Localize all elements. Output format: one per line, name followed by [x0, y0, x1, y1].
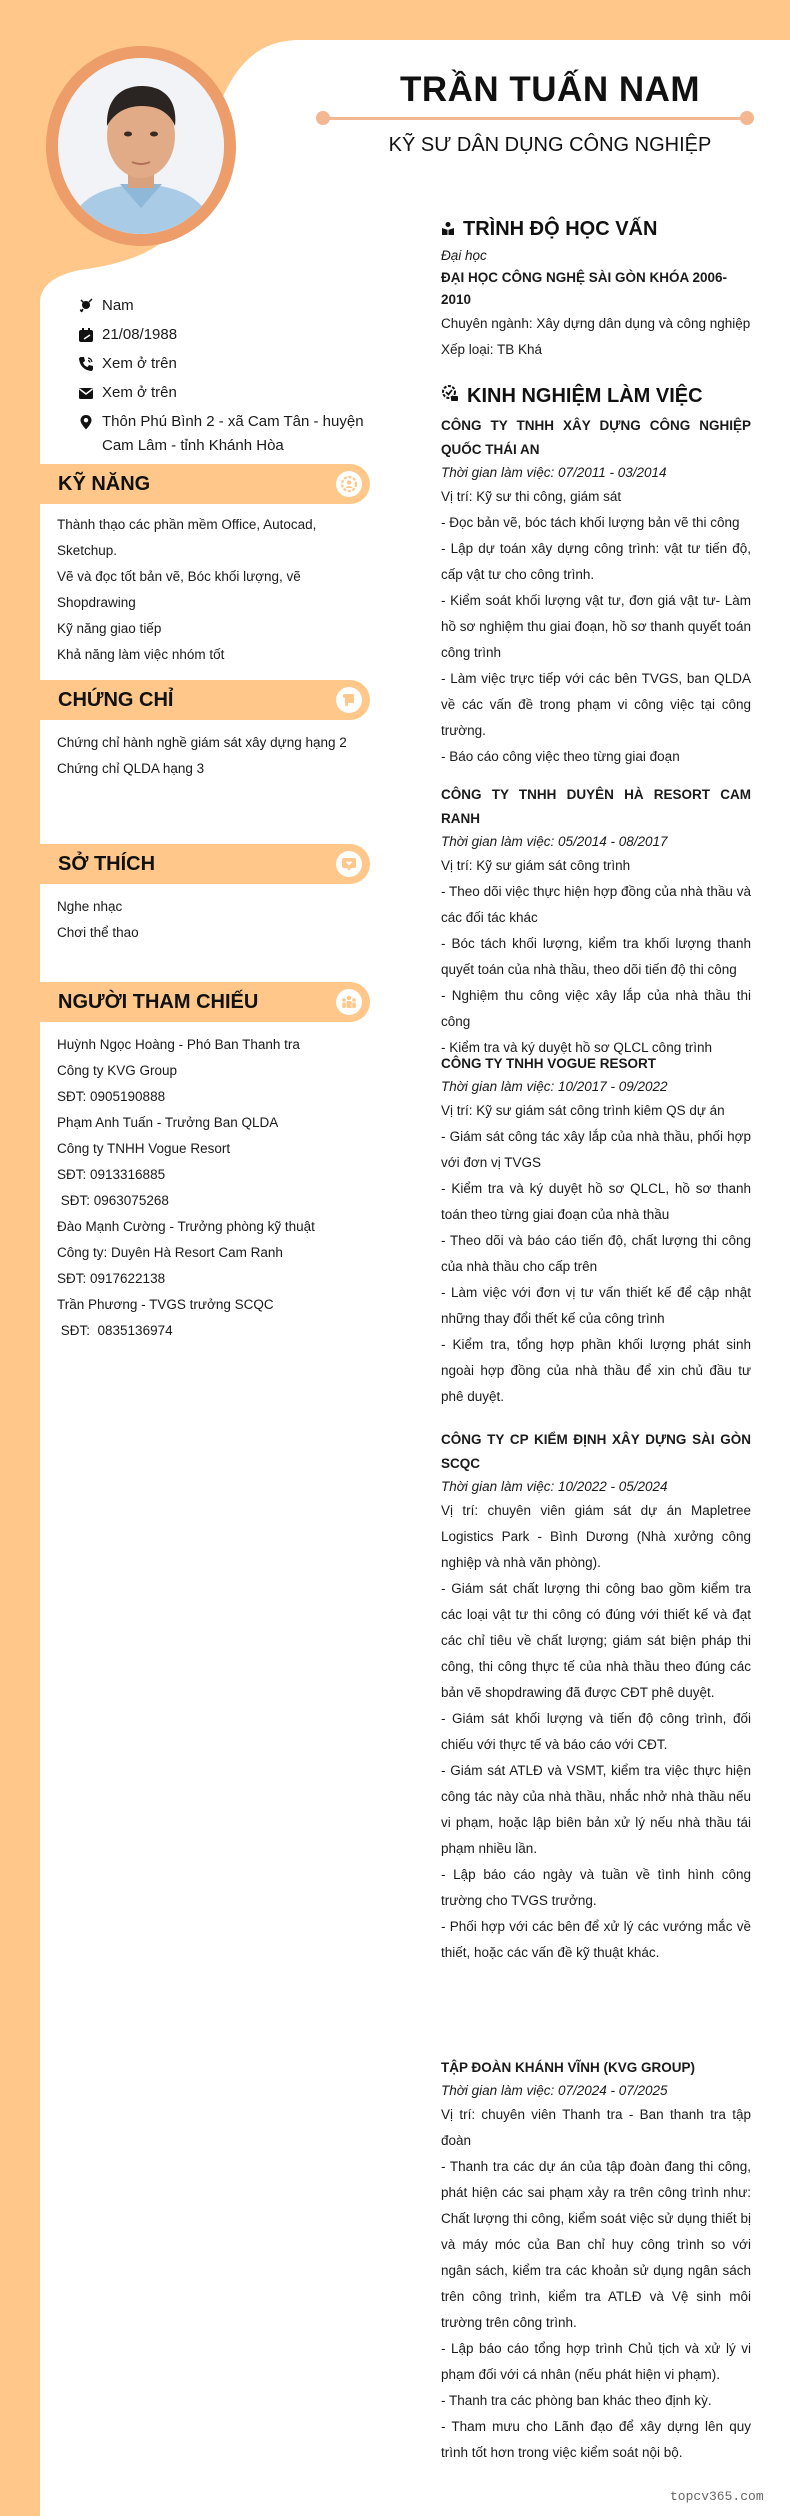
job-period: Thời gian làm việc: 07/2024 - 07/2025 [441, 2083, 668, 2098]
job-line: - Đọc bản vẽ, bóc tách khối lượng bản vẽ thi công [441, 515, 740, 530]
hobbies-title: SỞ THÍCH [58, 852, 156, 875]
references-list [57, 1032, 367, 1344]
contact-gender [78, 294, 378, 318]
job-line: - Kiểm tra, tổng hợp phần khối lượng phát sinh ngoài hợp đồng của nhà thầu để xin chủ đầu tư phê duyệt. [441, 1337, 751, 1404]
references-title: NGƯỜI THAM CHIẾU [58, 990, 259, 1013]
job-line: - Kiểm tra và ký duyệt hồ sơ QLCL, hồ sơ thanh toán theo từng giai đoạn của nhà thầu [441, 1181, 751, 1222]
job-line: - Kiểm soát khối lượng vật tư, đơn giá vật tư- Làm hồ sơ nghiệm thu giai đoạn, hồ sơ thanh quyết toán công trình [441, 593, 751, 660]
contact-address [78, 410, 378, 458]
job-line: Vị trí: chuyên viên Thanh tra - Ban thanh tra tập đoàn [441, 2107, 751, 2148]
education-title: TRÌNH ĐỘ HỌC VẤN [463, 218, 658, 240]
certificates-list [57, 730, 367, 782]
education-school: ĐẠI HỌC CÔNG NGHỆ SÀI GÒN KHÓA 2006-2010 [441, 270, 728, 307]
skill-item: Khả năng làm việc nhóm tốt [57, 647, 225, 662]
hobbies-list [57, 894, 367, 946]
avatar [58, 58, 224, 234]
job-line: - Lập báo cáo ngày và tuần về tình hình công trường cho TVGS trưởng. [441, 1867, 751, 1908]
people-group-icon [336, 989, 362, 1015]
job-line: - Theo dõi và báo cáo tiến độ, chất lượng thi công của nhà thầu cho cấp trên [441, 1233, 751, 1274]
gender-icon [78, 294, 102, 318]
title-divider [320, 117, 750, 120]
job-entry [441, 1428, 751, 1966]
skills-title: KỸ NĂNG [58, 472, 151, 495]
job-line: - Giám sát khối lượng và tiến độ công trình, đối chiếu với thực tế và báo cáo với CĐT. [441, 1711, 751, 1752]
phone-value[interactable]: Xem ở trên [102, 355, 177, 372]
job-line: Vị trí: chuyên viên giám sát dự án Mapletree Logistics Park - Bình Dương (Nhà xưởng công nghiệp và nhà văn phòng). [441, 1503, 751, 1570]
reference-line: Công ty KVG Group [57, 1063, 178, 1078]
certificate-item: Chứng chỉ QLDA hạng 3 [57, 761, 205, 776]
job-company: TẬP ĐOÀN KHÁNH VĨNH (KVG GROUP) [441, 2060, 696, 2075]
job-entry [441, 1052, 751, 1410]
job-entry [441, 414, 751, 770]
skills-header [40, 464, 370, 504]
skill-item: Thành thạo các phần mềm Office, Autocad, Sketchup. [57, 517, 321, 558]
portrait-photo-icon [58, 58, 224, 234]
reference-line: Công ty: Duyên Hà Resort Cam Ranh [57, 1245, 283, 1260]
job-period: Thời gian làm việc: 07/2011 - 03/2014 [441, 465, 667, 480]
reference-line: Công ty TNHH Vogue Resort [57, 1141, 231, 1156]
education-major: Chuyên ngành: Xây dựng dân dụng và công nghiệp [441, 316, 751, 331]
certificates-header [40, 680, 370, 720]
job-line: - Giám sát công tác xây lắp của nhà thầu, phối hợp với đơn vị TVGS [441, 1129, 751, 1170]
gear-check-icon [441, 384, 459, 408]
scroll-icon [336, 687, 362, 713]
graduate-icon [441, 218, 455, 241]
reference-line: Đào Mạnh Cường - Trưởng phòng kỹ thuật [57, 1219, 315, 1234]
experience-header [441, 384, 751, 408]
job-company: CÔNG TY TNHH DUYÊN HÀ RESORT CAM RANH [441, 787, 751, 826]
reference-line: SĐT: 0913316885 [57, 1167, 166, 1182]
certificate-item: Chứng chỉ hành nghề giám sát xây dựng hạng 2 [57, 735, 347, 750]
job-line: - Phối hợp với các bên để xử lý các vướng mắc về thiết, hoặc các vấn đề kỹ thuật khác. [441, 1919, 751, 1960]
reference-line: SĐT: 0905190888 [57, 1089, 166, 1104]
divider-dot [740, 111, 754, 125]
job-line: - Lập báo cáo tổng hợp trình Chủ tịch và xử lý vi phạm đối với cá nhân (nếu phát hiện vi phạm). [441, 2341, 751, 2382]
job-line: - Nghiệm thu công việc xây lắp của nhà thầu thi công [441, 988, 751, 1029]
job-company: CÔNG TY TNHH VOGUE RESORT [441, 1056, 657, 1071]
job-line: - Tham mưu cho Lãnh đạo để xây dựng lên quy trình tốt hơn trong việc kiểm soát nội bộ. [441, 2419, 751, 2460]
reference-line: Phạm Anh Tuấn - Trưởng Ban QLDA [57, 1115, 279, 1130]
job-line: - Thanh tra các dự án của tập đoàn đang thi công, phát hiện các sai phạm xảy ra trên công trình như: Chất lượng thi công, kiểm soát việc sử dụng thiết bị và máy móc của Ban chỉ huy công trình so với ngân sách, kiểm tra các khoản sử dụng ngân sách trên công trình, kiểm tra ATLĐ và Vệ sinh môi trường trên công trình. [441, 2159, 751, 2330]
job-line: - Giám sát ATLĐ và VSMT, kiểm tra việc thực hiện công tác này của nhà thầu, nhắc nhở nhà thầu nếu vi phạm, hoặc lập biên bản xử lý nếu nhà thầu tái phạm nhiều lần. [441, 1763, 751, 1856]
job-line: - Làm việc với đơn vị tư vấn thiết kế để cập nhật những thay đổi thết kế của công trình [441, 1285, 751, 1326]
calendar-icon [78, 323, 102, 347]
education-grade: Xếp loại: TB Khá [441, 342, 543, 357]
location-pin-icon [78, 410, 102, 434]
watermark: topcv365.com [670, 2489, 764, 2504]
experience-header-row [441, 384, 751, 408]
phone-icon [78, 352, 102, 376]
skill-item: Kỹ năng giao tiếp [57, 621, 162, 636]
job-line: - Thanh tra các phòng ban khác theo định kỳ. [441, 2393, 712, 2408]
skill-item: Vẽ và đọc tốt bản vẽ, Bóc khối lượng, vẽ Shopdrawing [57, 569, 305, 610]
reference-line: Trần Phương - TVGS trưởng SCQC [57, 1297, 274, 1312]
job-line: - Báo cáo công việc theo từng giai đoạn [441, 749, 680, 764]
job-line: Vị trí: Kỹ sư giám sát công trình [441, 858, 631, 873]
job-line: - Bóc tách khối lượng, kiểm tra khối lượng thanh quyết toán của nhà thầu, theo dõi tiến độ thi công [441, 936, 751, 977]
hobbies-header [40, 844, 370, 884]
job-period: Thời gian làm việc: 10/2022 - 05/2024 [441, 1479, 668, 1494]
job-entry [441, 783, 751, 1061]
contact-birthday [78, 323, 378, 347]
envelope-icon [78, 381, 102, 405]
job-period: Thời gian làm việc: 10/2017 - 09/2022 [441, 1079, 668, 1094]
job-line: - Kiểm tra và ký duyệt hồ sơ QLCL công trình [441, 1040, 712, 1055]
skills-list [57, 512, 367, 668]
heart-chat-icon [336, 851, 362, 877]
job-line: - Giám sát chất lượng thi công bao gồm kiểm tra các loại vật tư thi công có đúng với thiết kế và đạt các chỉ tiêu về chất lượng; giám sát biện pháp thi công, thi công thực tế của nhà thầu theo đúng các bản vẽ shopdrawing đã được CĐT phê duyệt. [441, 1581, 751, 1700]
experience-title: KINH NGHIỆM LÀM VIỆC [467, 384, 703, 407]
education-level: Đại học [441, 248, 487, 263]
user-gear-icon [336, 471, 362, 497]
references-header [40, 982, 370, 1022]
reference-line: SĐT: 0917622138 [57, 1271, 166, 1286]
certificates-title: CHỨNG CHỈ [58, 688, 174, 711]
job-entry [441, 2056, 751, 2466]
job-line: - Theo dõi việc thực hiện hợp đồng của nhà thầu và các đối tác khác [441, 884, 751, 925]
hobby-item: Nghe nhạc [57, 899, 123, 914]
education-section [441, 218, 751, 363]
hobby-item: Chơi thể thao [57, 925, 139, 940]
job-line: - Lập dự toán xây dựng công trình: vật tư tiến độ, cấp vật tư cho công trình. [441, 541, 751, 582]
reference-line: SĐT: 0963075268 [57, 1193, 169, 1208]
reference-line: Huỳnh Ngọc Hoàng - Phó Ban Thanh tra [57, 1037, 300, 1052]
job-period: Thời gian làm việc: 05/2014 - 08/2017 [441, 834, 668, 849]
address-value: Thôn Phú Bình 2 - xã Cam Tân - huyện Cam Lâm - tỉnh Khánh Hòa [102, 413, 364, 454]
reference-line: SĐT: 0835136974 [57, 1323, 173, 1338]
gender-value: Nam [102, 297, 134, 314]
job-line: - Làm việc trực tiếp với các bên TVGS, ban QLDA về các vấn đề trong phạm vi công việc tại công trường. [441, 671, 751, 738]
contact-email[interactable] [78, 381, 378, 405]
job-company: CÔNG TY CP KIỂM ĐỊNH XÂY DỰNG SÀI GÒN SCQC [441, 1432, 751, 1471]
job-line: Vị trí: Kỹ sư thi công, giám sát [441, 489, 622, 504]
job-company: CÔNG TY TNHH XÂY DỰNG CÔNG NGHIỆP QUỐC THÁI AN [441, 418, 751, 457]
education-header [441, 218, 751, 241]
email-value[interactable]: Xem ở trên [102, 384, 177, 401]
contact-info [78, 294, 378, 463]
birthday-value: 21/08/1988 [102, 326, 178, 343]
candidate-name: TRẦN TUẤN NAM [399, 70, 701, 109]
job-line: Vị trí: Kỹ sư giám sát công trình kiêm QS dự án [441, 1103, 725, 1118]
job-title: KỸ SƯ DÂN DỤNG CÔNG NGHIỆP [388, 134, 712, 156]
contact-phone[interactable] [78, 352, 378, 376]
